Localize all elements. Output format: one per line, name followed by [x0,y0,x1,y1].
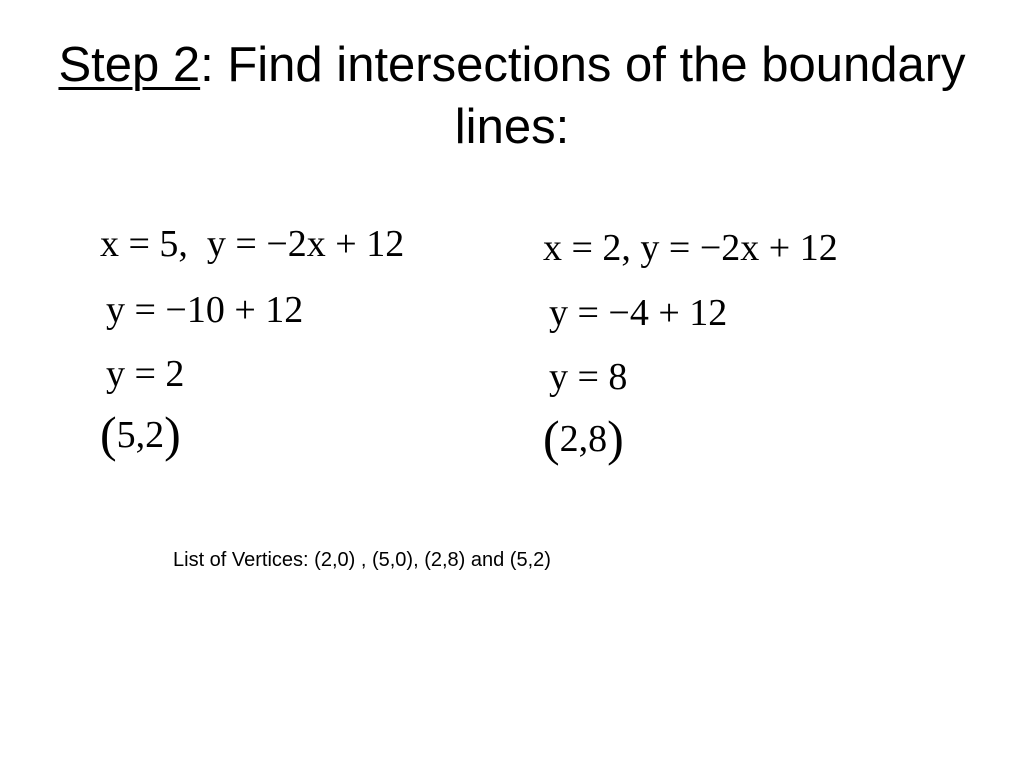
right-point-value: 2,8 [559,418,608,460]
right-point-open-paren: ( [543,410,560,466]
left-equation-line-1: x = 5, y = −2x + 12 [100,223,405,265]
left-equation-line-3: y = 2 [106,353,185,395]
step-label: Step 2 [58,38,201,92]
right-equation-line-3: y = 8 [549,356,628,398]
left-point-open-paren: ( [100,406,117,462]
left-equation-line-2: y = −10 + 12 [106,289,304,331]
title-text: : Find intersections of the boundary lines: [200,38,966,154]
right-equation-line-1: x = 2, y = −2x + 12 [543,227,838,269]
vertices-list: List of Vertices: (2,0) , (5,0), (2,8) and (5,2) [173,549,551,571]
left-point-value: 5,2 [116,414,165,456]
left-point-close-paren: ) [164,406,181,462]
right-equation-line-2: y = −4 + 12 [549,292,728,334]
left-intersection-point [100,406,181,462]
right-point-close-paren: ) [607,410,624,466]
right-intersection-point [543,410,624,466]
slide-title [40,34,984,158]
